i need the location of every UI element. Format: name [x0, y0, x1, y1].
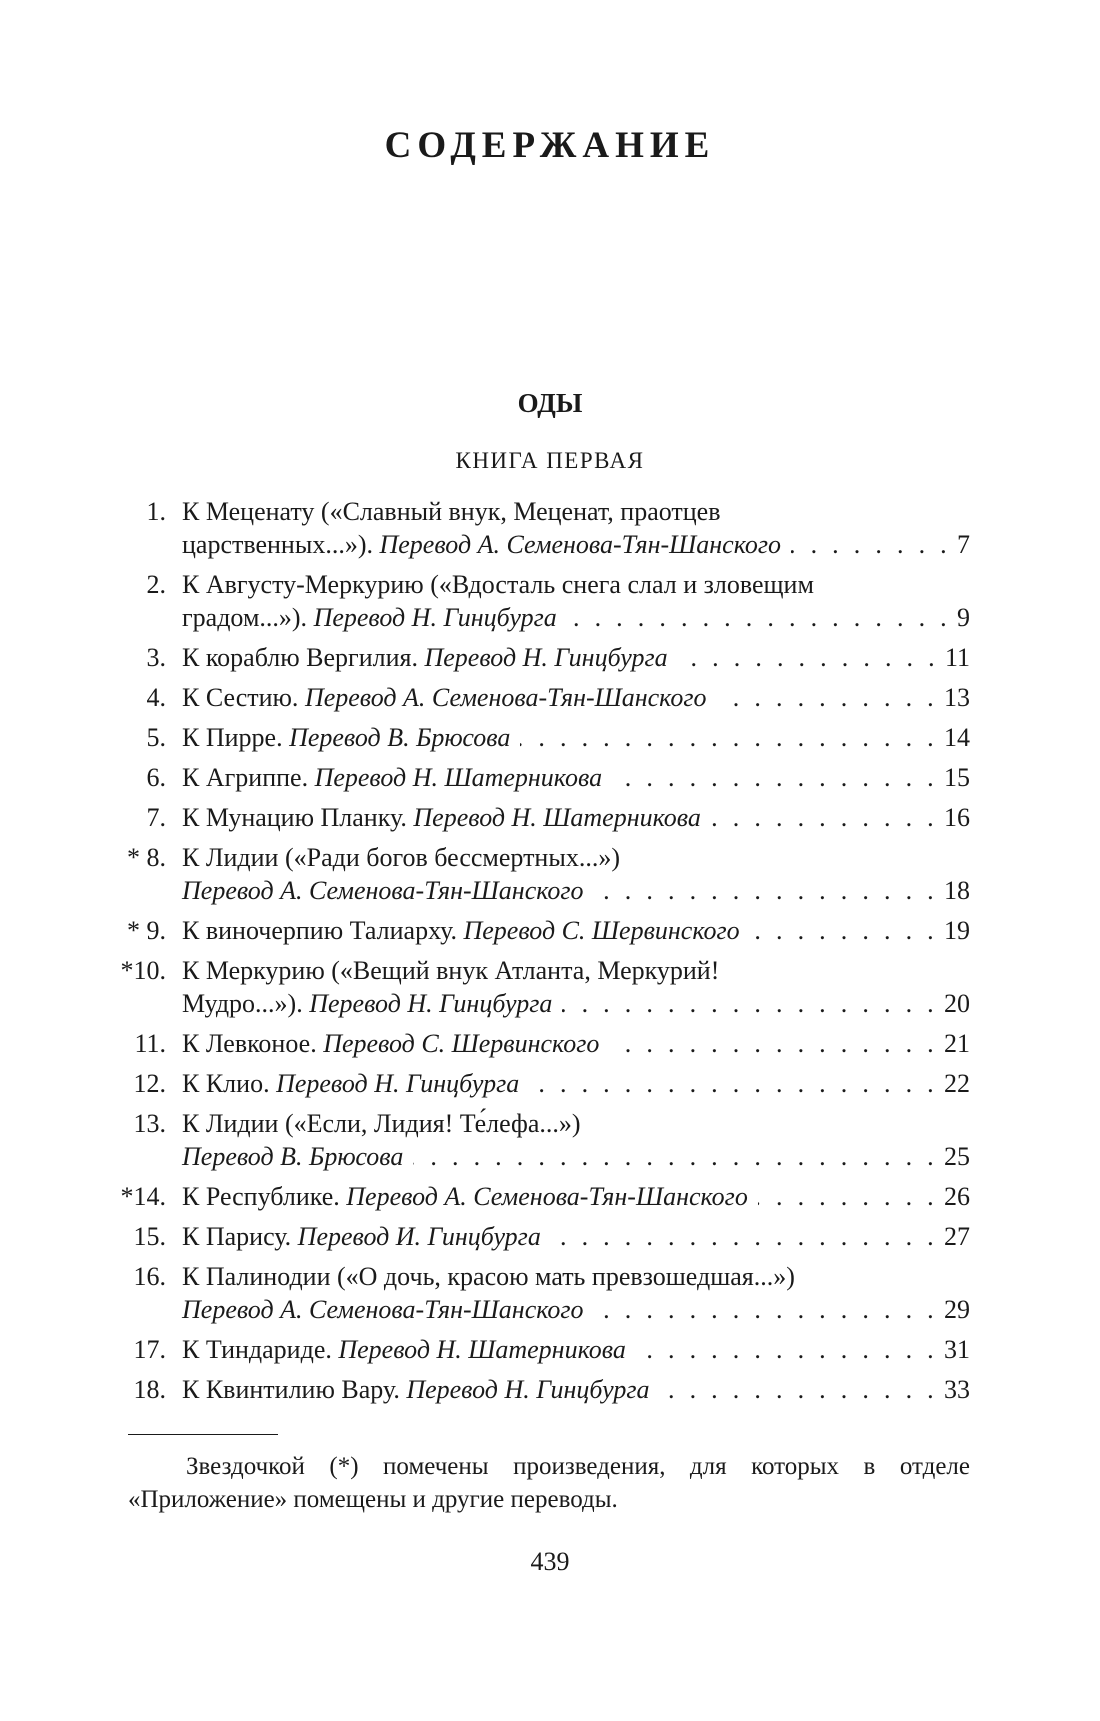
entry-number: 6.: [146, 763, 166, 792]
toc-entry[interactable]: [110, 681, 970, 714]
entry-title: К Тиндариде.: [182, 1335, 339, 1364]
entry-page: 25: [944, 1142, 970, 1171]
footnote-divider: [128, 1434, 278, 1435]
entry-number: * 9.: [127, 916, 166, 945]
entry-number: 11.: [134, 1029, 166, 1058]
entry-page: 18: [944, 876, 970, 905]
entry-title: К Мунацию Планку.: [182, 803, 414, 832]
entry-title: К Квинтилию Вару.: [182, 1375, 407, 1404]
toc-entry[interactable]: [110, 641, 970, 674]
entry-title: К Сестию.: [182, 683, 305, 712]
entry-translator: Перевод Н. Шатерникова: [338, 1335, 626, 1364]
dot-leader: [562, 987, 938, 1020]
entry-title: К Клио.: [182, 1069, 277, 1098]
entry-page: 21: [944, 1029, 970, 1058]
toc-entry[interactable]: [110, 761, 970, 794]
entry-page: 7: [957, 530, 970, 559]
entry-title: К Агриппе.: [182, 763, 315, 792]
entry-page: 19: [944, 916, 970, 945]
entry-translator: Перевод А. Семенова-Тян-Шанского: [182, 876, 584, 905]
entry-page: 15: [944, 763, 970, 792]
entry-number: *10.: [120, 956, 166, 985]
entry-title: К виночерпию Талиарху.: [182, 916, 464, 945]
dot-leader: [520, 721, 938, 754]
entry-page: 9: [957, 603, 970, 632]
entry-number: 15.: [133, 1222, 166, 1251]
entry-translator: Перевод В. Брюсова: [182, 1142, 404, 1171]
entry-page: 26: [944, 1182, 970, 1211]
entry-title-line: К Меценату («Славный внук, Меценат, праотцев: [182, 497, 721, 526]
entry-translator: Перевод С. Шервинского: [463, 916, 740, 945]
entry-page: 11: [944, 643, 970, 672]
entry-translator: Перевод Н. Шатерникова: [413, 803, 701, 832]
entry-page: 27: [944, 1222, 970, 1251]
entry-translator: Перевод А. Семенова-Тян-Шанского: [379, 530, 782, 559]
entry-title: К Парису.: [182, 1222, 298, 1251]
entry-number: 2.: [146, 570, 166, 599]
section-heading: ОДЫ: [517, 388, 583, 418]
entry-translator: Перевод В. Брюсова: [289, 723, 511, 752]
entry-translator: Перевод Н. Гинцбурга: [276, 1069, 520, 1098]
toc-entry[interactable]: [110, 914, 970, 947]
entry-number: 16.: [133, 1262, 166, 1291]
page-title: СОДЕРЖАНИЕ: [384, 125, 716, 166]
dot-leader: [659, 1373, 938, 1406]
entry-title: К Левконое.: [182, 1029, 324, 1058]
entry-title: Мудро...»).: [182, 989, 310, 1018]
footnote: Звездочкой (*) помечены произведения, для которых в отделе «Приложение» помещены и другие переводы.: [128, 1453, 970, 1513]
toc-entry[interactable]: [110, 1107, 970, 1173]
entry-translator: Перевод А. Семенова-Тян-Шанского: [304, 683, 707, 712]
entry-title: царственных...»).: [182, 530, 380, 559]
toc-entry[interactable]: [110, 721, 970, 754]
book-heading: КНИГА ПЕРВАЯ: [455, 448, 645, 473]
toc-entry[interactable]: [110, 1027, 970, 1060]
entry-number: 12.: [133, 1069, 166, 1098]
toc-entry[interactable]: [110, 1260, 970, 1326]
entry-number: 7.: [146, 803, 166, 832]
toc-entry[interactable]: [110, 1333, 970, 1366]
entry-title: градом...»).: [182, 603, 314, 632]
entry-number: * 8.: [127, 843, 166, 872]
toc-entry[interactable]: [110, 841, 970, 907]
entry-title: К Республике.: [182, 1182, 347, 1211]
entry-translator: Перевод А. Семенова-Тян-Шанского: [182, 1295, 584, 1324]
entry-translator: Перевод Н. Гинцбурга: [424, 643, 668, 672]
toc-entry[interactable]: [110, 568, 970, 634]
entry-page: 14: [944, 723, 970, 752]
entry-number: 18.: [133, 1375, 166, 1404]
entry-number: 1.: [146, 497, 166, 526]
entry-translator: Перевод С. Шервинского: [323, 1029, 600, 1058]
entry-page: 29: [944, 1295, 970, 1324]
entry-translator: Перевод И. Гинцбурга: [297, 1222, 541, 1251]
toc-entry[interactable]: [110, 1220, 970, 1253]
dot-leader: [612, 761, 938, 794]
page-number: 439: [530, 1547, 570, 1576]
entry-title: К кораблю Вергилия.: [182, 643, 425, 672]
entry-translator: Перевод Н. Гинцбурга: [313, 603, 557, 632]
toc-entry[interactable]: [110, 495, 970, 561]
dot-leader: [413, 1140, 938, 1173]
entry-number: 3.: [146, 643, 166, 672]
entry-title-line: К Палинодии («О дочь, красою мать превзошедшая...»): [182, 1262, 795, 1291]
dot-leader: [567, 601, 951, 634]
entry-translator: Перевод Н. Шатерникова: [314, 763, 603, 792]
dot-leader: [758, 1180, 938, 1213]
dot-leader: [529, 1067, 938, 1100]
entry-title-line: К Августу-Меркурию («Вдосталь снега слал и зловещим: [182, 570, 814, 599]
dot-leader: [594, 874, 938, 907]
entry-number: *14.: [120, 1182, 166, 1211]
toc-entry[interactable]: [110, 1180, 970, 1213]
entry-page: 16: [944, 803, 970, 832]
dot-leader: [551, 1220, 938, 1253]
entry-number: 17.: [133, 1335, 166, 1364]
entry-title: К Пирре.: [182, 723, 290, 752]
entry-page: 33: [944, 1375, 970, 1404]
dot-leader: [636, 1333, 938, 1366]
entry-title-line: К Лидии («Если, Лидия! Те́лефа...»): [182, 1109, 581, 1138]
dot-leader: [750, 914, 938, 947]
entry-page: 20: [944, 989, 970, 1018]
dot-leader: [791, 528, 951, 561]
dot-leader: [594, 1293, 938, 1326]
entry-page: 31: [944, 1335, 970, 1364]
dot-leader: [609, 1027, 938, 1060]
entry-translator: Перевод А. Семенова-Тян-Шанского: [346, 1182, 748, 1211]
entry-number: 13.: [133, 1109, 166, 1138]
table-of-contents: [110, 495, 970, 1413]
dot-leader: [717, 681, 939, 714]
toc-entry[interactable]: [110, 1067, 970, 1100]
dot-leader: [711, 801, 938, 834]
entry-translator: Перевод Н. Гинцбурга: [406, 1375, 650, 1404]
toc-entry[interactable]: [110, 1373, 970, 1406]
toc-entry[interactable]: [110, 954, 970, 1020]
entry-title-line: К Лидии («Ради богов бессмертных...»): [182, 843, 620, 872]
entry-number: 4.: [146, 683, 166, 712]
entry-page: 22: [944, 1069, 970, 1098]
entry-title-line: К Меркурию («Вещий внук Атланта, Меркурий!: [182, 956, 720, 985]
entry-number: 5.: [146, 723, 166, 752]
entry-translator: Перевод Н. Гинцбурга: [309, 989, 553, 1018]
entry-page: 13: [944, 683, 970, 712]
toc-entry[interactable]: [110, 801, 970, 834]
dot-leader: [678, 641, 939, 674]
